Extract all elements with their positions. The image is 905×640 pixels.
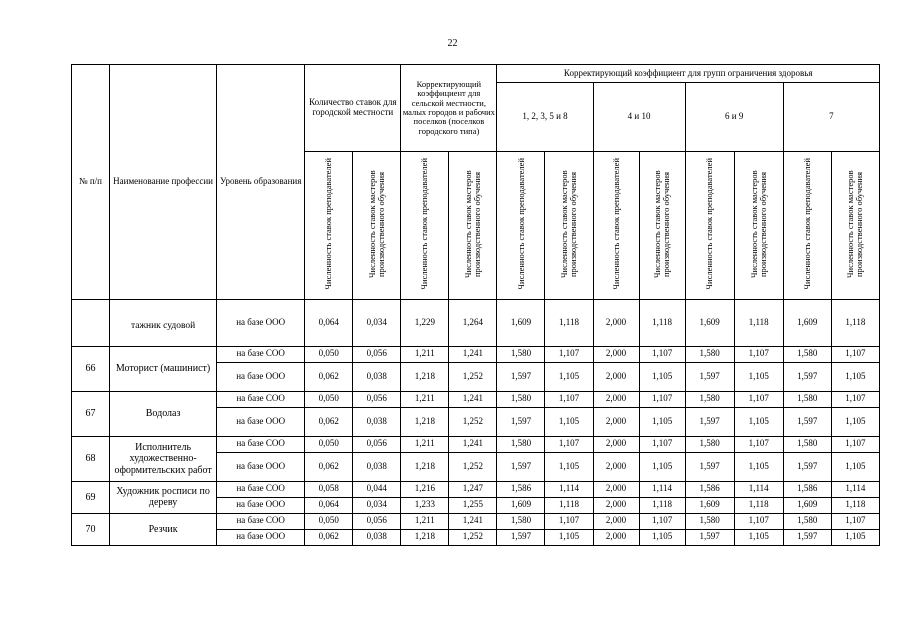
- value-cell: 2,000: [593, 362, 639, 391]
- profession-name: Художник росписи по дереву: [110, 481, 217, 513]
- value-cell: 1,609: [497, 299, 545, 346]
- value-cell: 0,062: [305, 407, 353, 436]
- value-cell: 1,107: [639, 391, 685, 407]
- value-cell: 1,105: [639, 407, 685, 436]
- value-cell: 1,105: [639, 362, 685, 391]
- value-cell: 1,218: [401, 452, 449, 481]
- value-cell: 1,597: [497, 452, 545, 481]
- value-cell: 1,580: [497, 513, 545, 529]
- value-cell: 1,580: [783, 391, 831, 407]
- value-cell: 0,050: [305, 513, 353, 529]
- header-masters-col: [449, 152, 497, 300]
- row-number: 66: [72, 346, 110, 391]
- value-cell: 1,609: [783, 299, 831, 346]
- value-cell: 1,597: [685, 452, 734, 481]
- education-level: на базе ООО: [217, 452, 305, 481]
- value-cell: 1,597: [783, 529, 831, 545]
- value-cell: 1,105: [831, 529, 879, 545]
- value-cell: 1,118: [831, 299, 879, 346]
- value-cell: 1,105: [734, 407, 783, 436]
- education-level: на базе ООО: [217, 407, 305, 436]
- value-cell: 1,597: [497, 362, 545, 391]
- value-cell: 1,107: [734, 436, 783, 452]
- header-masters-col: [639, 152, 685, 300]
- value-cell: 1,107: [831, 513, 879, 529]
- value-cell: 1,107: [831, 391, 879, 407]
- table-row: [72, 391, 880, 407]
- header-rotated-label: Численность ставок преподавателей: [515, 158, 526, 290]
- row-number: 67: [72, 391, 110, 436]
- value-cell: 1,580: [685, 391, 734, 407]
- value-cell: 1,580: [497, 346, 545, 362]
- value-cell: 1,580: [685, 346, 734, 362]
- value-cell: 1,586: [685, 481, 734, 497]
- value-cell: 1,107: [545, 513, 593, 529]
- value-cell: 1,114: [545, 481, 593, 497]
- value-cell: 1,241: [449, 513, 497, 529]
- page-number: 22: [447, 38, 458, 49]
- header-rotated-label: Численность ставок преподавателей: [419, 158, 430, 290]
- value-cell: 0,058: [305, 481, 353, 497]
- value-cell: 1,107: [545, 346, 593, 362]
- value-cell: 1,114: [831, 481, 879, 497]
- value-cell: 1,218: [401, 407, 449, 436]
- value-cell: 1,247: [449, 481, 497, 497]
- value-cell: 1,114: [734, 481, 783, 497]
- profession-name: Исполнитель художественно-оформительских работ: [110, 436, 217, 481]
- header-teachers-col: [783, 152, 831, 300]
- header-teachers-col: [497, 152, 545, 300]
- header-health-sub-4: 7: [783, 83, 879, 152]
- value-cell: 1,264: [449, 299, 497, 346]
- education-level: на базе СОО: [217, 481, 305, 497]
- value-cell: 1,252: [449, 362, 497, 391]
- value-cell: 0,062: [305, 529, 353, 545]
- value-cell: 1,107: [734, 513, 783, 529]
- value-cell: 0,050: [305, 346, 353, 362]
- value-cell: 1,597: [497, 407, 545, 436]
- profession-name: Водолаз: [110, 391, 217, 436]
- education-level: на базе СОО: [217, 436, 305, 452]
- header-rotated-label: Численность ставок преподавателей: [801, 158, 812, 290]
- table-row: [72, 346, 880, 362]
- header-rotated-label: Численность ставок мастеров производственного обучения: [366, 170, 386, 278]
- value-cell: 1,241: [449, 346, 497, 362]
- value-cell: 1,118: [545, 497, 593, 513]
- value-cell: 0,038: [353, 529, 401, 545]
- value-cell: 0,038: [353, 452, 401, 481]
- value-cell: 1,107: [734, 346, 783, 362]
- value-cell: 1,229: [401, 299, 449, 346]
- row-number: 70: [72, 513, 110, 545]
- value-cell: 1,105: [831, 362, 879, 391]
- value-cell: 1,597: [685, 362, 734, 391]
- value-cell: 1,609: [685, 497, 734, 513]
- value-cell: 1,580: [497, 436, 545, 452]
- value-cell: 1,597: [783, 362, 831, 391]
- value-cell: 1,105: [734, 529, 783, 545]
- table-row: [72, 481, 880, 497]
- rates-table: [71, 64, 880, 546]
- header-level: Уровень образования: [217, 65, 305, 300]
- header-teachers-col: [685, 152, 734, 300]
- header-teachers-col: [593, 152, 639, 300]
- value-cell: 1,580: [497, 391, 545, 407]
- value-cell: 2,000: [593, 407, 639, 436]
- value-cell: 1,118: [545, 299, 593, 346]
- header-urban-group: Количество ставок для городской местности: [305, 65, 401, 152]
- value-cell: 0,044: [353, 481, 401, 497]
- value-cell: 1,105: [831, 452, 879, 481]
- value-cell: 0,050: [305, 391, 353, 407]
- value-cell: 1,107: [545, 391, 593, 407]
- row-number: 69: [72, 481, 110, 513]
- value-cell: 0,064: [305, 497, 353, 513]
- table-row: [72, 299, 880, 346]
- header-health-group: Корректирующий коэффициент для групп ограничения здоровья: [497, 65, 880, 83]
- value-cell: 0,038: [353, 362, 401, 391]
- value-cell: 1,580: [783, 436, 831, 452]
- value-cell: 2,000: [593, 481, 639, 497]
- value-cell: 1,586: [783, 481, 831, 497]
- header-rotated-label: Численность ставок преподавателей: [323, 158, 334, 290]
- value-cell: 1,105: [639, 529, 685, 545]
- value-cell: 1,211: [401, 346, 449, 362]
- value-cell: 2,000: [593, 497, 639, 513]
- value-cell: 2,000: [593, 452, 639, 481]
- education-level: на базе СОО: [217, 513, 305, 529]
- value-cell: 1,252: [449, 529, 497, 545]
- value-cell: 0,034: [353, 299, 401, 346]
- value-cell: 1,105: [734, 452, 783, 481]
- value-cell: 0,056: [353, 391, 401, 407]
- row-number: 68: [72, 436, 110, 481]
- value-cell: 0,034: [353, 497, 401, 513]
- profession-name: Моторист (машинист): [110, 346, 217, 391]
- header-rotated-label: Численность ставок мастеров производственного обучения: [845, 170, 865, 278]
- value-cell: 1,218: [401, 362, 449, 391]
- value-cell: 1,580: [685, 436, 734, 452]
- header-health-sub-2: 4 и 10: [593, 83, 685, 152]
- value-cell: 1,105: [545, 407, 593, 436]
- value-cell: 2,000: [593, 513, 639, 529]
- value-cell: 1,609: [497, 497, 545, 513]
- value-cell: 0,050: [305, 436, 353, 452]
- value-cell: 1,580: [783, 346, 831, 362]
- value-cell: 1,580: [685, 513, 734, 529]
- header-profession: Наименование профессии: [110, 65, 217, 300]
- value-cell: 2,000: [593, 436, 639, 452]
- value-cell: 1,216: [401, 481, 449, 497]
- header-masters-col: [831, 152, 879, 300]
- value-cell: 1,107: [639, 346, 685, 362]
- value-cell: 1,609: [783, 497, 831, 513]
- value-cell: 1,241: [449, 391, 497, 407]
- header-rural-group: Корректирующий коэффициент для сельской местности, малых городов и рабочих поселков (поселков городского типа): [401, 65, 497, 152]
- value-cell: 0,064: [305, 299, 353, 346]
- value-cell: 1,107: [734, 391, 783, 407]
- value-cell: 1,218: [401, 529, 449, 545]
- value-cell: 1,118: [734, 497, 783, 513]
- value-cell: 1,107: [639, 513, 685, 529]
- header-rotated-label: Численность ставок преподавателей: [704, 158, 715, 290]
- value-cell: 1,105: [639, 452, 685, 481]
- value-cell: 1,107: [639, 436, 685, 452]
- value-cell: 0,056: [353, 513, 401, 529]
- value-cell: 1,105: [545, 362, 593, 391]
- value-cell: 0,056: [353, 436, 401, 452]
- header-rotated-label: Численность ставок мастеров производственного обучения: [652, 170, 672, 278]
- header-masters-col: [353, 152, 401, 300]
- header-num: № п/п: [72, 65, 110, 300]
- header-teachers-col: [305, 152, 353, 300]
- value-cell: 2,000: [593, 346, 639, 362]
- header-rotated-label: Численность ставок мастеров производственного обучения: [559, 170, 578, 278]
- value-cell: 0,062: [305, 452, 353, 481]
- value-cell: 1,580: [783, 513, 831, 529]
- value-cell: 1,597: [497, 529, 545, 545]
- table-row: [72, 436, 880, 452]
- value-cell: 1,118: [734, 299, 783, 346]
- value-cell: 0,038: [353, 407, 401, 436]
- value-cell: 2,000: [593, 391, 639, 407]
- education-level: на базе ООО: [217, 362, 305, 391]
- education-level: на базе ООО: [217, 497, 305, 513]
- value-cell: 1,211: [401, 391, 449, 407]
- value-cell: 1,597: [685, 529, 734, 545]
- value-cell: 1,252: [449, 452, 497, 481]
- header-rotated-label: Численность ставок мастеров производственного обучения: [748, 170, 768, 278]
- value-cell: 1,609: [685, 299, 734, 346]
- header-masters-col: [545, 152, 593, 300]
- value-cell: 1,597: [783, 452, 831, 481]
- header-teachers-col: [401, 152, 449, 300]
- value-cell: 1,597: [783, 407, 831, 436]
- table-row: [72, 513, 880, 529]
- value-cell: 1,118: [639, 299, 685, 346]
- value-cell: 1,211: [401, 513, 449, 529]
- value-cell: 1,586: [497, 481, 545, 497]
- value-cell: 1,105: [831, 407, 879, 436]
- profession-name: Резчик: [110, 513, 217, 545]
- header-rotated-label: Численность ставок преподавателей: [610, 158, 621, 290]
- value-cell: 1,597: [685, 407, 734, 436]
- value-cell: 1,114: [639, 481, 685, 497]
- value-cell: 1,107: [831, 346, 879, 362]
- header-health-sub-3: 6 и 9: [685, 83, 783, 152]
- value-cell: 0,062: [305, 362, 353, 391]
- value-cell: 2,000: [593, 529, 639, 545]
- value-cell: 1,255: [449, 497, 497, 513]
- education-level: на базе СОО: [217, 346, 305, 362]
- value-cell: 1,107: [545, 436, 593, 452]
- value-cell: 1,211: [401, 436, 449, 452]
- value-cell: 1,252: [449, 407, 497, 436]
- value-cell: 1,105: [545, 529, 593, 545]
- education-level: на базе ООО: [217, 529, 305, 545]
- header-rotated-label: Численность ставок мастеров производственного обучения: [462, 170, 482, 278]
- value-cell: 1,105: [545, 452, 593, 481]
- value-cell: 0,056: [353, 346, 401, 362]
- value-cell: 1,105: [734, 362, 783, 391]
- education-level: на базе СОО: [217, 391, 305, 407]
- header-masters-col: [734, 152, 783, 300]
- value-cell: 1,118: [639, 497, 685, 513]
- row-num-cell: [72, 299, 110, 346]
- value-cell: 1,241: [449, 436, 497, 452]
- value-cell: 1,118: [831, 497, 879, 513]
- value-cell: 1,107: [831, 436, 879, 452]
- header-health-sub-1: 1, 2, 3, 5 и 8: [497, 83, 593, 152]
- profession-name: тажник судовой: [110, 299, 217, 346]
- education-level: на базе ООО: [217, 299, 305, 346]
- value-cell: 2,000: [593, 299, 639, 346]
- value-cell: 1,233: [401, 497, 449, 513]
